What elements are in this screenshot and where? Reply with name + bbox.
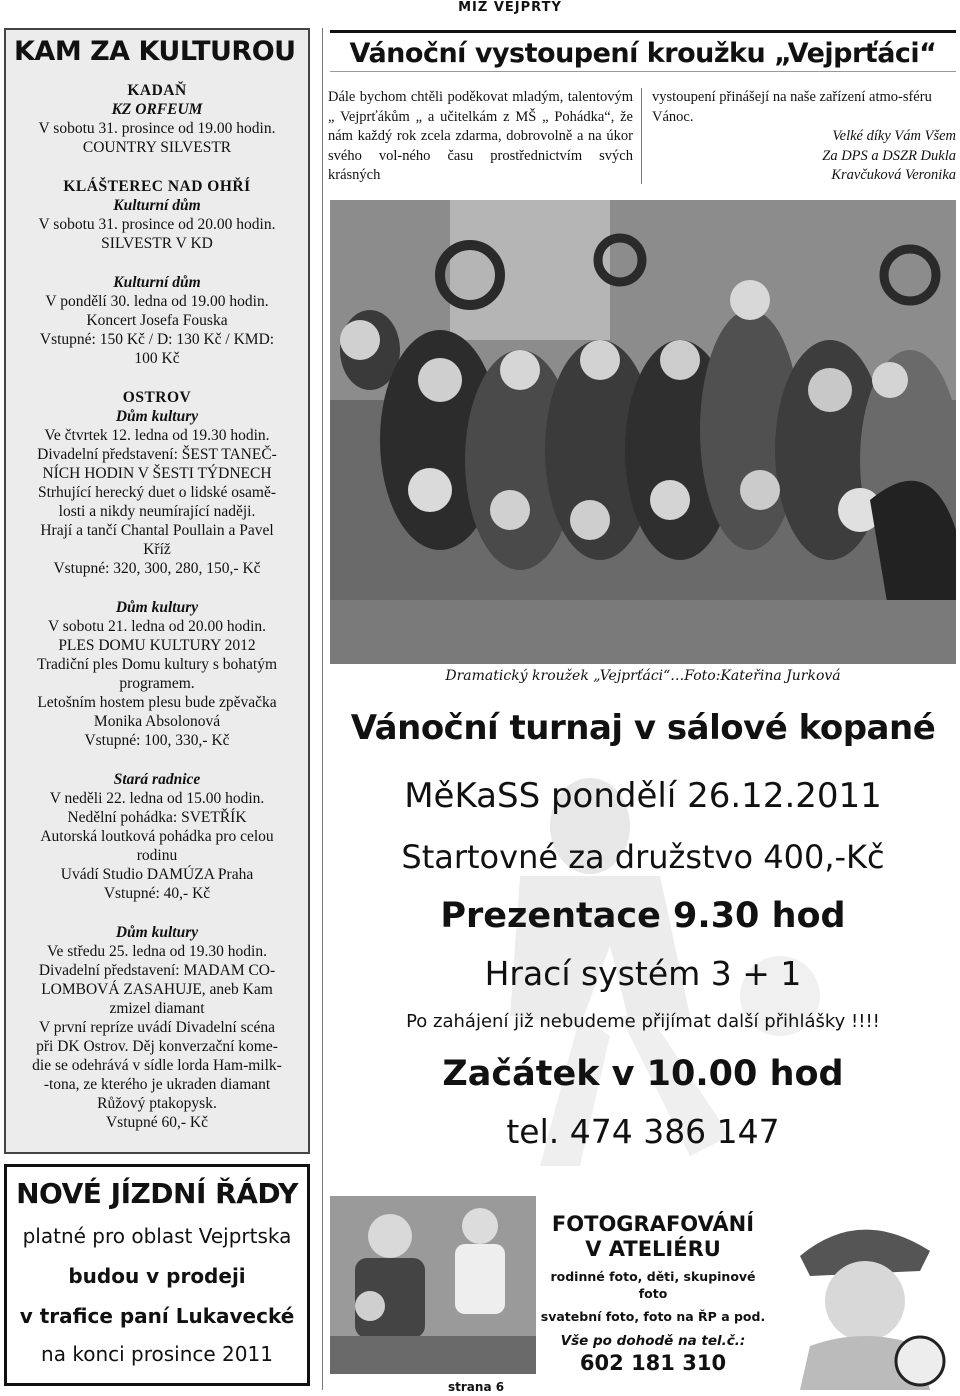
event-venue: Kulturní dům (113, 274, 201, 291)
event-line: V sobotu 31. prosince od 19.00 hodin. (38, 120, 276, 137)
event-block (12, 273, 302, 368)
event-line: Divadelní představení: MADAM CO- (38, 962, 276, 979)
event-line: Ve středu 25. ledna od 19.30 hodin. (47, 943, 267, 960)
event-line: SILVESTR V KD (101, 235, 213, 252)
event-block (12, 81, 302, 157)
event-line: COUNTRY SILVESTR (82, 139, 232, 156)
studio-photo-right (770, 1196, 956, 1390)
event-venue: Dům kultury (115, 408, 199, 425)
event-line: V pondělí 30. ledna od 19.00 hodin. (45, 293, 269, 310)
event-line: Uvádí Studio DAMÚZA Praha (60, 866, 254, 883)
timetable-line: platné pro oblast Vejprtska (22, 1224, 292, 1248)
article-text: vystoupení přinášejí na naše zařízení atmo-sféru Vánoc. (652, 89, 932, 125)
event-list (6, 67, 308, 1132)
article-divider (641, 88, 642, 184)
section-header: MIZ VEJPRTY (458, 0, 562, 15)
event-line: NÍCH HODIN V ŠESTI TÝDNECH (42, 465, 272, 482)
group-photo-image (330, 200, 956, 664)
event-line: V sobotu 31. prosince od 20.00 hodin. (38, 216, 276, 233)
timetable-title: NOVÉ JÍZDNÍ ŘÁDY (16, 1177, 298, 1210)
studio-title: V ATELIÉRU (585, 1237, 721, 1261)
event-line: 100 Kč (134, 350, 180, 367)
event-block (12, 923, 302, 1132)
event-line: Vstupné: 40,- Kč (103, 885, 211, 902)
studio-title: FOTOGRAFOVÁNÍ (551, 1212, 755, 1236)
event-line: Kříž (143, 541, 171, 558)
event-line: zmizel diamant (109, 1000, 205, 1017)
event-line: V neděli 22. ledna od 15.00 hodin. (49, 790, 265, 807)
studio-photo-image (770, 1196, 956, 1390)
event-city: OSTROV (122, 389, 192, 406)
studio-note: Vše po dohodě na tel.č.: (560, 1333, 746, 1349)
event-line: die se odehrává v sídle lorda Ham-milk- (32, 1057, 282, 1074)
article-text-right (652, 88, 956, 186)
culture-sidebar (4, 28, 310, 1154)
event-venue: Dům kultury (115, 599, 199, 616)
event-line: rodinu (136, 847, 178, 864)
tournament-phone: tel. 474 386 147 (506, 1112, 780, 1151)
event-line: Divadelní představení: ŠEST TANEČ- (37, 446, 277, 463)
event-city: KLÁŠTEREC NAD OHŘÍ (63, 178, 251, 195)
studio-phone: 602 181 310 (579, 1351, 727, 1375)
event-line: programem. (119, 675, 195, 692)
event-line: V první repríze uvádí Divadelní scéna (38, 1019, 275, 1036)
event-block (12, 770, 302, 903)
group-photo (330, 200, 956, 664)
page-number: strana 6 (448, 1380, 505, 1394)
event-line: při DK Ostrov. Děj konverzační kome- (36, 1038, 278, 1055)
event-line: Tradiční ples Domu kultury s bohatým (36, 656, 278, 673)
tournament-note: Po zahájení již nebudeme přijímat další přihlášky !!!! (406, 1011, 880, 1032)
event-line: Nedělní pohádka: SVETŘÍK (67, 809, 247, 826)
event-block (12, 177, 302, 253)
tournament-registration: Prezentace 9.30 hod (440, 896, 846, 936)
photo-caption: Dramatický kroužek „Vejprťáci“…Foto:Kateřina Jurková (445, 668, 841, 684)
event-line: Hrají a tančí Chantal Poullain a Pavel (40, 522, 274, 539)
tournament-system: Hrací systém 3 + 1 (484, 954, 802, 993)
tournament-start: Začátek v 10.00 hod (442, 1054, 844, 1094)
event-line: Vstupné 60,- Kč (105, 1114, 209, 1131)
article-text-left: Dále bychom chtěli poděkovat mladým, talentovým „ Vejprťákům „ a učitelkám z MŠ „ Pohádka“, že nám každý rok zcela zdarma, dobrovolně a na úkor svého vol-ného času prostřednictvím svých krásných (328, 89, 633, 183)
studio-photo-left (330, 1196, 536, 1374)
tournament-ad (330, 696, 956, 1190)
column-divider (322, 28, 323, 1390)
studio-services: svatební foto, foto na ŘP a pod. (540, 1309, 766, 1324)
event-line: Vstupné: 100, 330,- Kč (84, 732, 230, 749)
article-signature: Za DPS a DSZR Dukla (822, 147, 956, 164)
studio-photo-image (330, 1196, 536, 1374)
event-line: Ve čtvrtek 12. ledna od 19.30 hodin. (44, 427, 270, 444)
tournament-fee: Startovné za družstvo 400,-Kč (401, 838, 885, 876)
event-line: Růžový ptakopysk. (97, 1095, 217, 1112)
event-line: Koncert Josefa Fouska (86, 312, 228, 329)
event-city: KADAŇ (127, 82, 187, 99)
article-signature: Kravčuková Veronika (831, 167, 956, 183)
event-block (12, 388, 302, 578)
event-line: losti a nikdy neumírající naději. (58, 503, 256, 520)
event-block (12, 598, 302, 750)
studio-services: rodinné foto, děti, skupinové foto (550, 1269, 756, 1301)
event-line: LOMBOVÁ ZASAHUJE, aneb Kam (41, 981, 273, 998)
event-line: Letošním hostem plesu bude zpěvačka (37, 694, 277, 711)
event-venue: KZ ORFEUM (111, 101, 203, 118)
event-line: Vstupné: 320, 300, 280, 150,- Kč (53, 560, 261, 577)
event-venue: Kulturní dům (113, 197, 201, 214)
studio-ad (540, 1212, 766, 1375)
timetable-line: v trafice paní Lukavecké (19, 1304, 295, 1328)
sidebar-title: KAM ZA KULTUROU (14, 36, 296, 67)
tournament-title: Vánoční turnaj v sálové kopané (350, 708, 936, 748)
event-line: Strhující herecký duet o lidské osamě- (37, 484, 277, 501)
timetable-line: budou v prodeji (68, 1264, 246, 1288)
event-venue: Dům kultury (115, 924, 199, 941)
article-title: Vánoční vystoupení kroužku „Vejprťáci“ (330, 30, 956, 72)
timetable-notice (4, 1164, 310, 1386)
event-line: PLES DOMU KULTURY 2012 (58, 637, 256, 654)
event-venue: Stará radnice (113, 771, 201, 788)
timetable-line: na konci prosince 2011 (41, 1342, 273, 1366)
event-line: Vstupné: 150 Kč / D: 130 Kč / KMD: (39, 331, 275, 348)
article-signature: Velké díky Vám Všem (832, 128, 956, 144)
event-line: Autorská loutková pohádka pro celou (40, 828, 274, 845)
event-line: -tona, ze kterého je ukraden diamant (43, 1076, 271, 1093)
event-line: Monika Absolonová (93, 713, 221, 730)
tournament-date: MěKaSS pondělí 26.12.2011 (404, 776, 882, 816)
event-line: V sobotu 21. ledna od 20.00 hodin. (48, 618, 266, 635)
